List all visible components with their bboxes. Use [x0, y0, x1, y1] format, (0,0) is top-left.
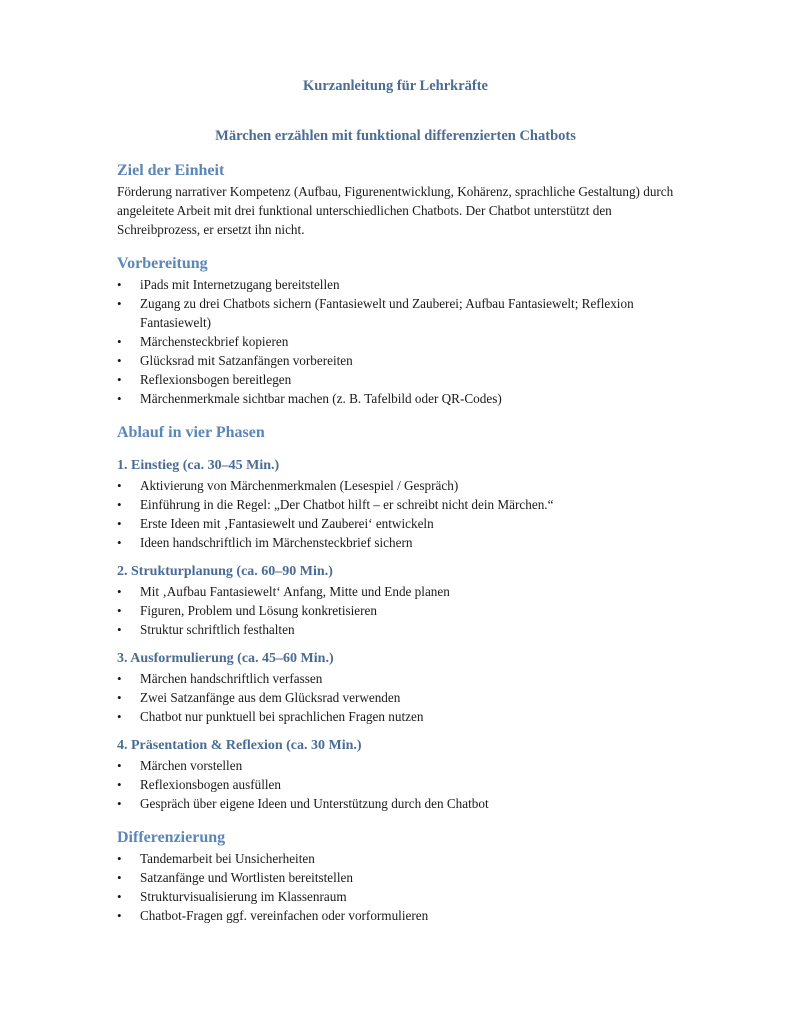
section-heading-differenzierung: Differenzierung: [117, 829, 226, 846]
document-content: [117, 160, 677, 925]
list-item: • iPads mit Internetzugang bereitstellen: [117, 275, 677, 294]
list-item: • Einführung in die Regel: „Der Chatbot hilft – er schreibt nicht dein Märchen.“: [117, 495, 677, 514]
phase-list-praesentation: [117, 756, 677, 813]
list-item: • Märchenmerkmale sichtbar machen (z. B. Tafelbild oder QR-Codes): [117, 389, 677, 408]
list-item: • Strukturvisualisierung im Klassenraum: [117, 887, 677, 906]
list-item: • Märchensteckbrief kopieren: [117, 332, 677, 351]
list-item: • Reflexionsbogen ausfüllen: [117, 775, 677, 794]
list-item: • Märchen handschriftlich verfassen: [117, 669, 677, 688]
list-item: • Aktivierung von Märchenmerkmalen (Lesespiel / Gespräch): [117, 476, 677, 495]
list-item: • Gespräch über eigene Ideen und Unterstützung durch den Chatbot: [117, 794, 677, 813]
list-item: • Struktur schriftlich festhalten: [117, 620, 677, 639]
ziel-text: Förderung narrativer Kompetenz (Aufbau, Figurenentwicklung, Kohärenz, sprachliche Gestaltung) durch angeleitete Arbeit mit drei funktional unterschiedlichen Chatbots. Der Chatbot unterstützt den Schreibprozess, er ersetzt ihn nicht.: [117, 184, 674, 237]
list-item: • Zugang zu drei Chatbots sichern (Fantasiewelt und Zauberei; Aufbau Fantasiewelt; Reflexion Fantasiewelt): [117, 294, 677, 332]
phase-heading-ausformulierung: 3. Ausformulierung (ca. 45–60 Min.): [117, 651, 334, 666]
list-item: • Satzanfänge und Wortlisten bereitstellen: [117, 868, 677, 887]
phase-list-einstieg: [117, 476, 677, 552]
section-heading-ziel: Ziel der Einheit: [117, 162, 225, 179]
list-item: • Chatbot nur punktuell bei sprachlichen Fragen nutzen: [117, 707, 677, 726]
list-item: • Zwei Satzanfänge aus dem Glücksrad verwenden: [117, 688, 677, 707]
list-item: • Märchen vorstellen: [117, 756, 677, 775]
phase-heading-strukturplanung: 2. Strukturplanung (ca. 60–90 Min.): [117, 564, 333, 579]
list-item: • Reflexionsbogen bereitlegen: [117, 370, 677, 389]
section-heading-vorbereitung: Vorbereitung: [117, 255, 208, 272]
phase-heading-einstieg: 1. Einstieg (ca. 30–45 Min.): [117, 458, 280, 473]
section-heading-ablauf: Ablauf in vier Phasen: [117, 424, 265, 441]
vorbereitung-list: [117, 275, 677, 408]
list-item: • Tandemarbeit bei Unsicherheiten: [117, 849, 677, 868]
document-title: Kurzanleitung für Lehrkräfte: [303, 78, 488, 94]
phase-list-strukturplanung: [117, 582, 677, 639]
document-subtitle: Märchen erzählen mit funktional differenzierten Chatbots: [215, 128, 576, 144]
list-item: • Mit ‚Aufbau Fantasiewelt‘ Anfang, Mitte und Ende planen: [117, 582, 677, 601]
list-item: • Erste Ideen mit ‚Fantasiewelt und Zauberei‘ entwickeln: [117, 514, 677, 533]
differenzierung-list: [117, 849, 677, 925]
list-item: • Ideen handschriftlich im Märchensteckbrief sichern: [117, 533, 677, 552]
phase-list-ausformulierung: [117, 669, 677, 726]
list-item: • Figuren, Problem und Lösung konkretisieren: [117, 601, 677, 620]
list-item: • Glücksrad mit Satzanfängen vorbereiten: [117, 351, 677, 370]
list-item: • Chatbot-Fragen ggf. vereinfachen oder vorformulieren: [117, 906, 677, 925]
phase-heading-praesentation: 4. Präsentation & Reflexion (ca. 30 Min.): [117, 738, 362, 753]
